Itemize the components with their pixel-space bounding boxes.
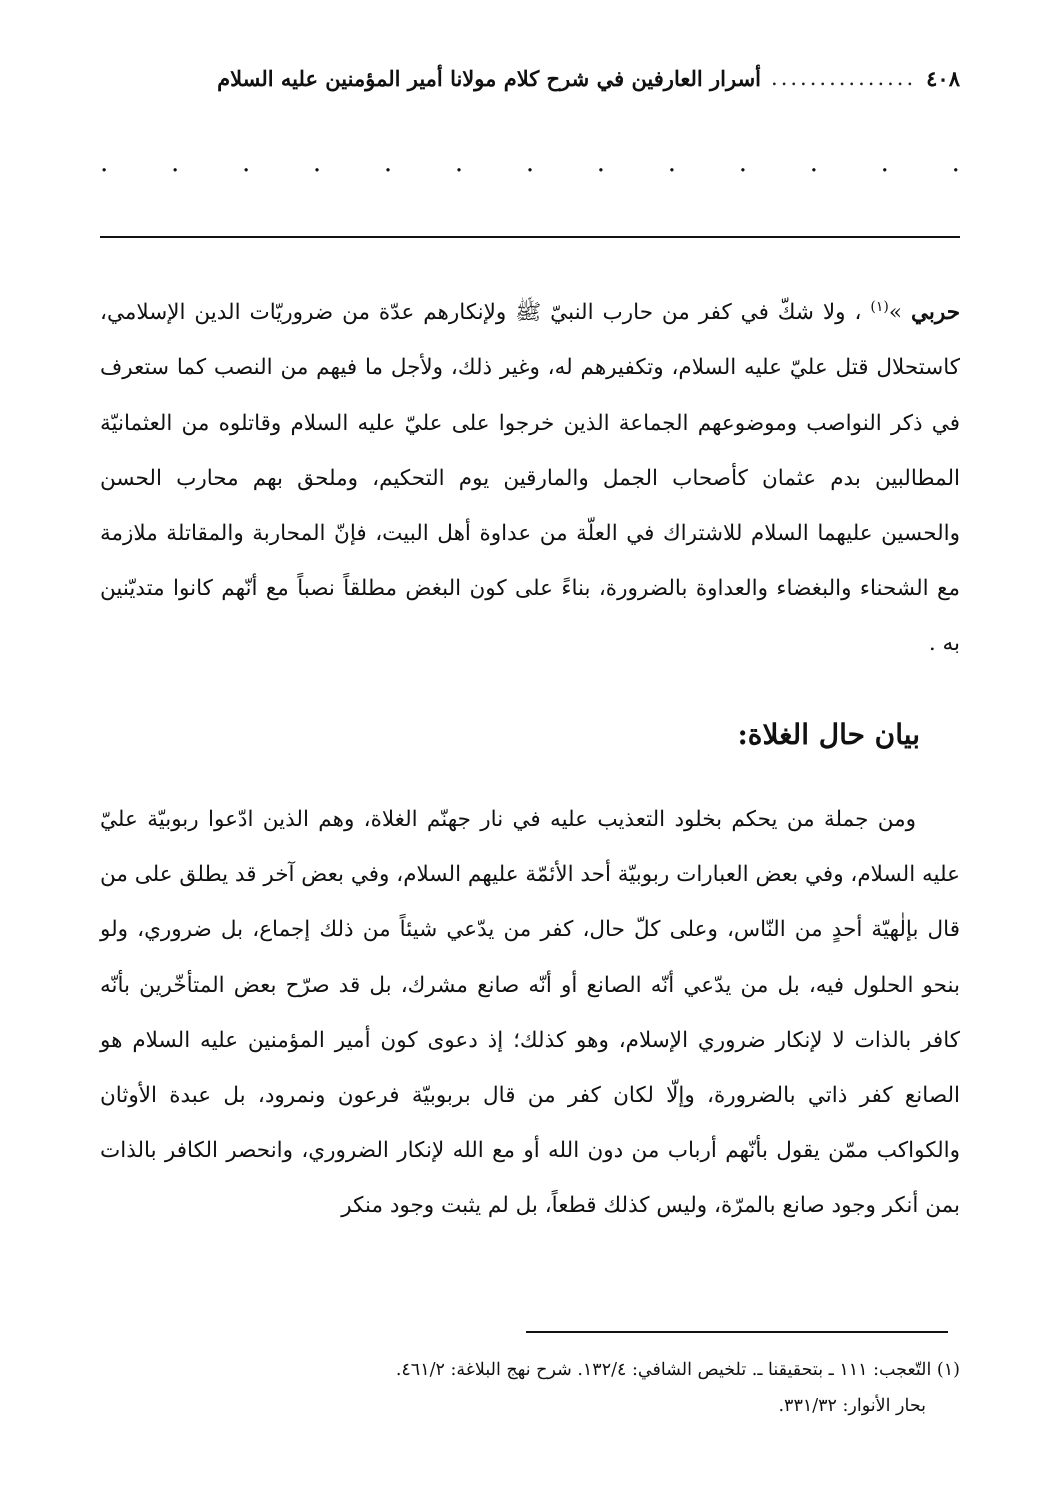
footnote xyxy=(100,1352,960,1424)
section-heading: بيان حال الغلاة: xyxy=(737,718,920,751)
top-divider-rule xyxy=(100,236,960,238)
closing-quote-mark: » xyxy=(888,300,902,326)
separator-dot: . xyxy=(454,148,464,178)
separator-dot: . xyxy=(100,148,109,178)
separator-dot: . xyxy=(880,148,889,178)
separator-dot: . xyxy=(596,148,606,178)
separator-dot: . xyxy=(951,148,960,178)
body-paragraph-2: ومن جملة من يحكم بخلود التعذيب عليه في نار جهنّم الغلاة، وهم الذين ادّعوا ربوبيّة عليّ عليه السلام، وفي بعض العبارات ربوبيّة أحد الأئمّة عليهم السلام، وفي بعض آخر قد يطلق على من قال بإلٰهيّة أحدٍ من النّاس، وعلى كلّ حال، كفر من يدّعي شيئاً من ذلك إجماع، بل ضروري، ولو بنحو الحلول فيه، بل من يدّعي أنّه الصانع أو أنّه صانع مشرك، بل قد صرّح بعض المتأخّرين بأنّه كافر بالذات لا لإنكار ضروري الإسلام، وهو كذلك؛ إذ دعوى كون أمير المؤمنين عليه السلام هو الصانع كفر ذاتي بالضرورة، وإلّا لكان كفر من قال بربوبيّة فرعون ونمرود، بل عبدة الأوثان والكواكب ممّن يقول بأنّهم أرباب من دون الله أو مع الله لإنكار الضروري، وانحصر الكافر بالذات بمن أنكر وجود صانع بالمرّة، وليس كذلك قطعاً، بل لم يثبت وجود منكر xyxy=(100,807,960,1219)
body-paragraph-1 xyxy=(100,280,960,672)
header-dot-leader: ............... xyxy=(771,66,917,90)
page-number: ٤٠٨ xyxy=(926,65,960,91)
separator-dot: . xyxy=(241,148,251,178)
separator-dot: . xyxy=(383,148,393,178)
separator-dot: . xyxy=(667,148,677,178)
paragraph-lead-word: حربي xyxy=(910,300,960,326)
separator-dot: . xyxy=(738,148,747,178)
separator-dot: . xyxy=(809,148,818,178)
footnote-line-2: بحار الأنوار: ٣٣١/٣٢. xyxy=(778,1396,926,1416)
footnote-divider-rule xyxy=(526,1331,948,1333)
running-header xyxy=(100,58,960,98)
footnote-line-1: (١) التّعجب: ١١١ ـ بتحقيقنا ـ. تلخيص الشافي: ١٣٢/٤. شرح نهج البلاغة: ٤٦١/٢. xyxy=(395,1360,960,1380)
paragraph-text: ، ولا شكّ في كفر من حارب النبيّ ﷺ ولإنكارهم عدّة من ضروريّات الدين الإسلامي، كاستحلال قتل عليّ عليه السلام، وتكفيرهم له، وغير ذلك، ولأجل ما فيهم من النصب كما ستعرف في ذكر النواصب وموضوعهم الجماعة الذين خرجوا على عليّ عليه السلام وقاتلوه من العثمانيّة المطالبين بدم عثمان كأصحاب الجمل والمارقين يوم التحكيم، وملحق بهم محارب الحسن والحسين عليهما السلام للاشتراك في العلّة من عداوة أهل البيت، فإنّ المحاربة والمقاتلة ملازمة مع الشحناء والبغضاء والعداوة بالضرورة، بناءً على كون البغض مطلقاً نصباً مع أنّهم كانوا متديّنين به . xyxy=(100,300,960,657)
header-title: أسرار العارفين في شرح كلام مولانا أمير المؤمنين عليه السلام xyxy=(217,65,762,91)
separator-dot: . xyxy=(312,148,322,178)
separator-dot: . xyxy=(525,148,535,178)
separator-dot: . xyxy=(170,148,180,178)
dotted-separator xyxy=(100,150,960,176)
footnote-reference: (١) xyxy=(870,299,889,315)
